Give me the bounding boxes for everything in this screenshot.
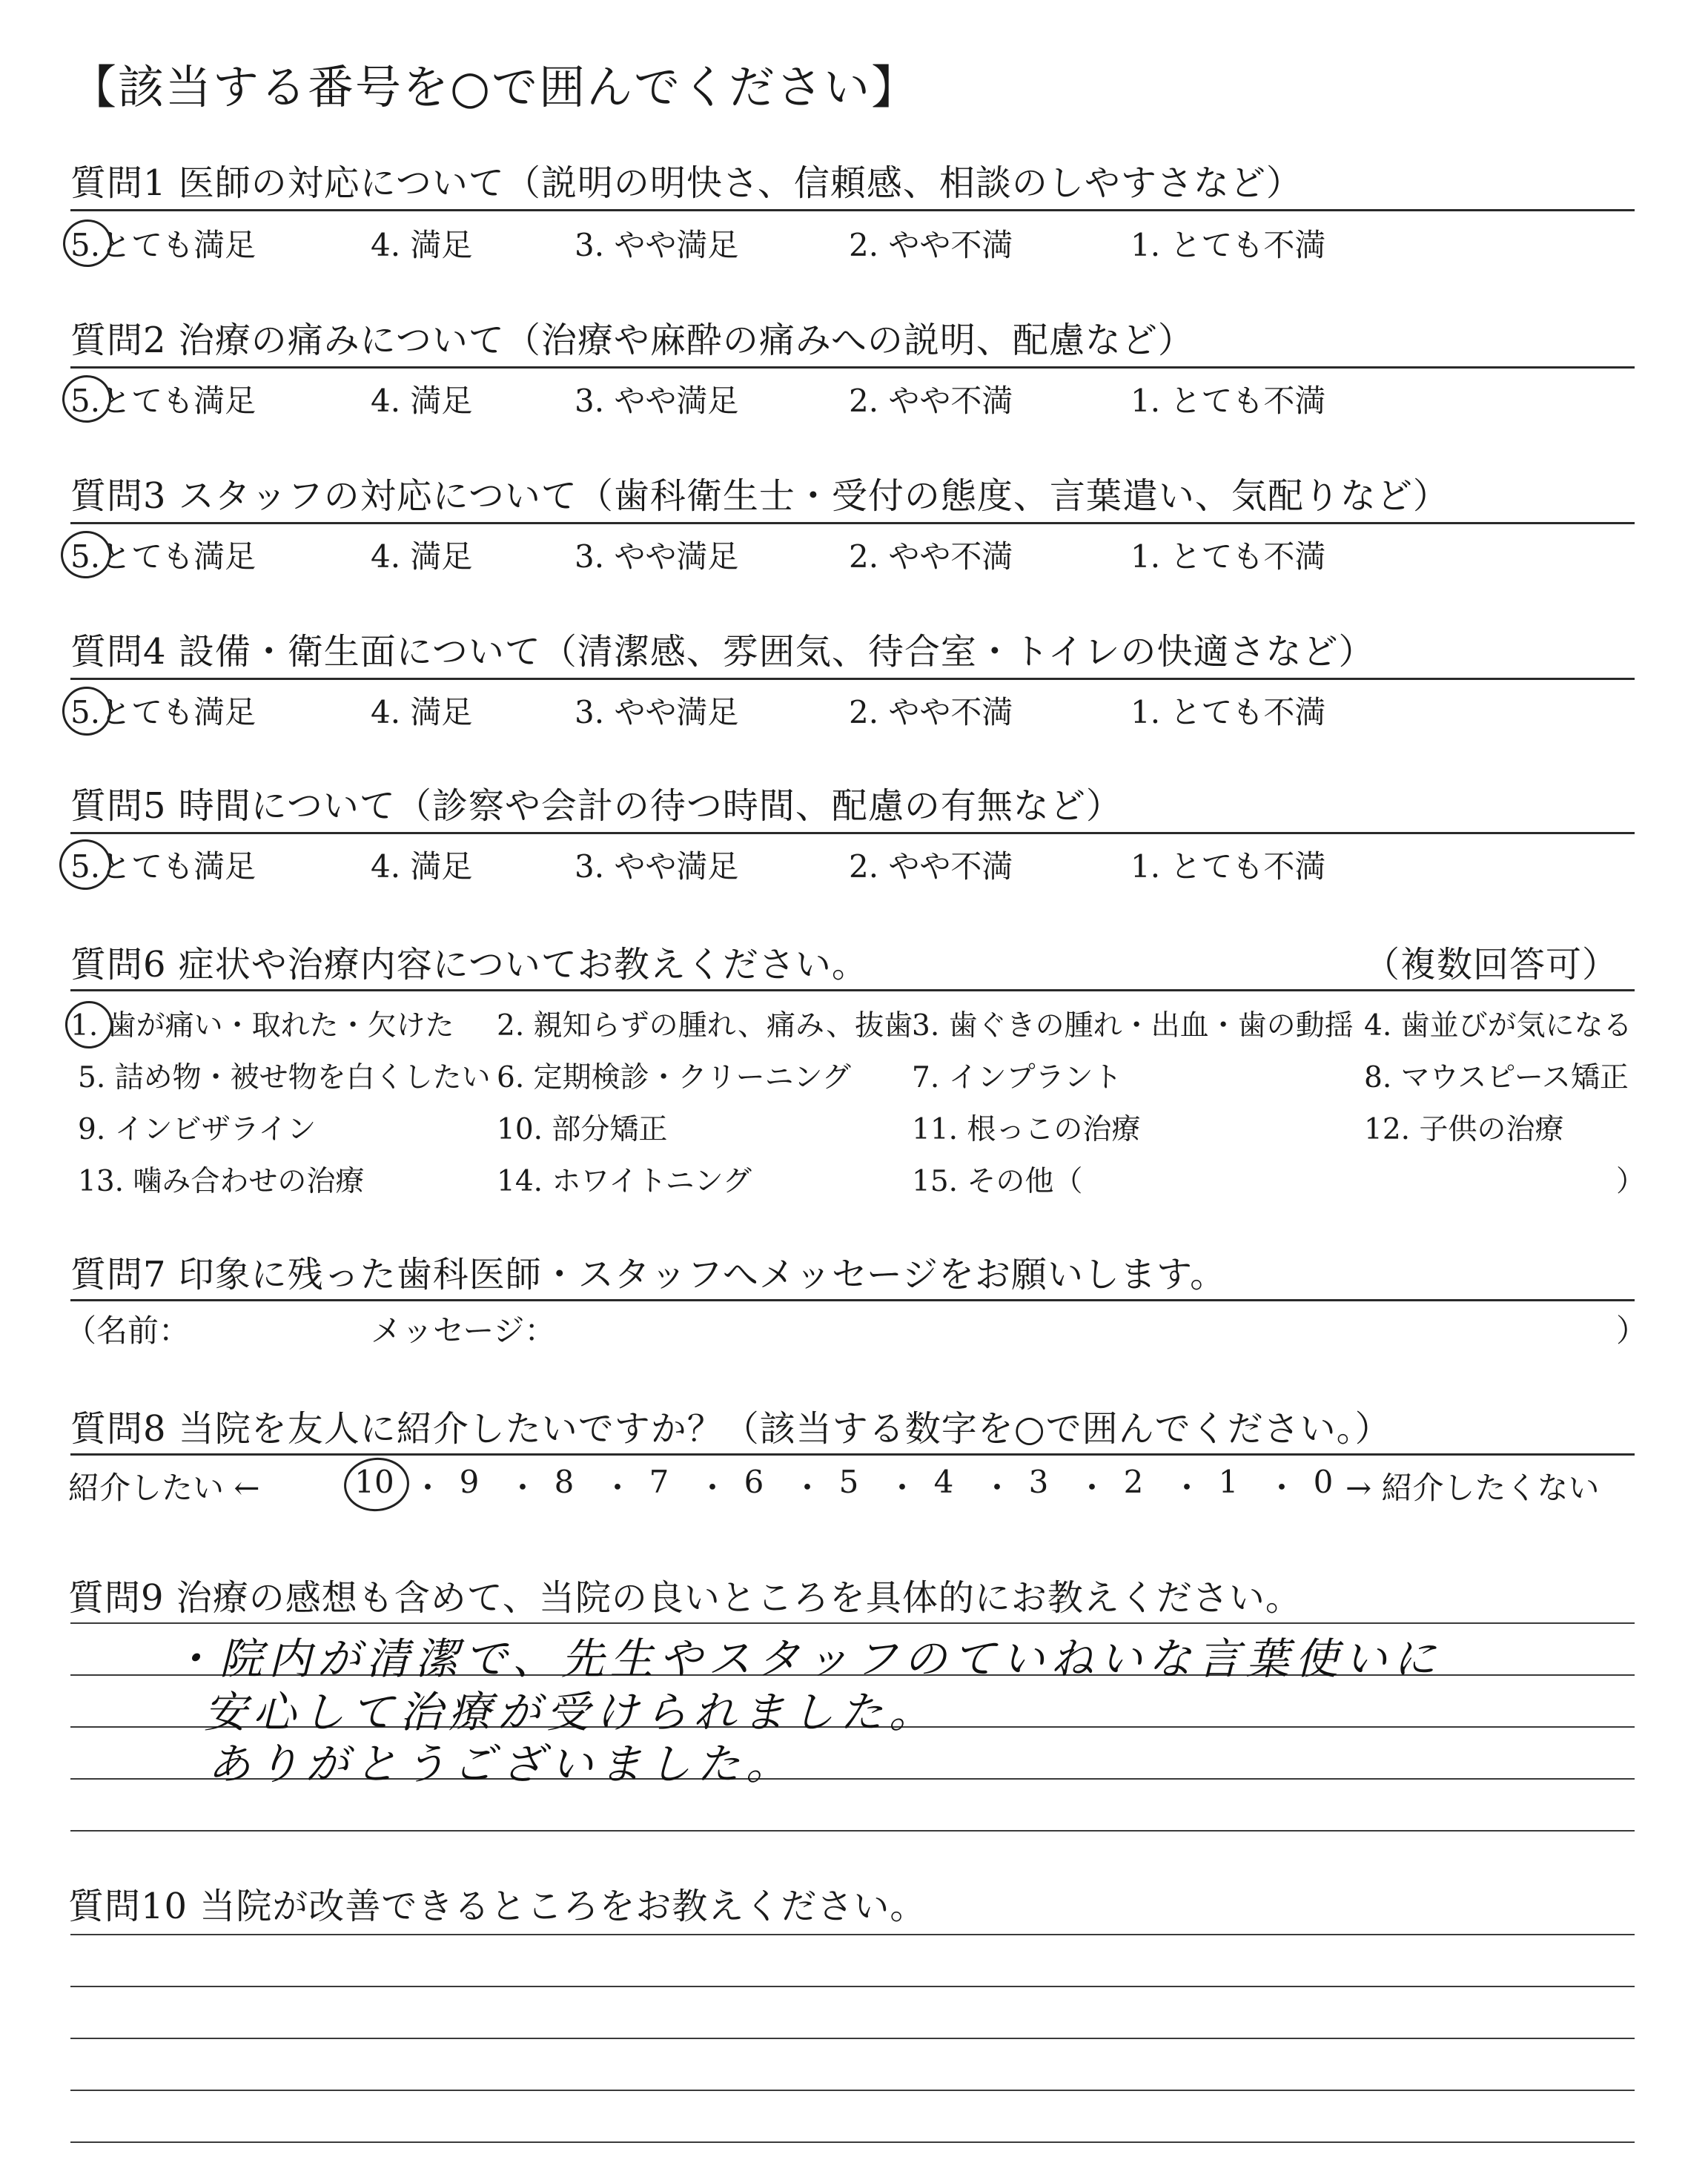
question-1-title: 質問1 医師の対応について（説明の明快さ、信頼感、相談のしやすさなど） [70,162,1302,204]
q6-option-2[interactable]: 2. 親知らずの腫れ、痛み、抜歯 [497,1009,913,1043]
q7-name-label[interactable]: （名前： [65,1312,191,1349]
q3-option-1[interactable]: 1. とても不満 [1131,538,1326,575]
q3-option-5[interactable]: 5.とても満足 [70,538,256,575]
q6-option-15[interactable]: 15. その他（ [912,1165,1083,1198]
question-5-rule [70,832,1635,834]
q8-scale-5[interactable]: 5 [838,1464,859,1500]
q6-option-3[interactable]: 3. 歯ぐきの腫れ・出血・歯の動揺 [912,1009,1354,1043]
question-5-title: 質問5 時間について（診察や会計の待つ時間、配慮の有無など） [70,785,1122,827]
q2-option-3[interactable]: 3. やや満足 [575,383,739,419]
q5-option-2[interactable]: 2. やや不満 [849,848,1013,885]
q4-option-2[interactable]: 2. やや不満 [849,694,1013,730]
question-3-rule [70,522,1635,524]
q10-line-3 [70,2038,1635,2039]
q8-scale-8[interactable]: 8 [554,1464,575,1500]
question-6-title: 質問6 症状や治療内容についてお教えください。 [70,944,868,985]
q8-scale-separator: ・ [1266,1470,1298,1506]
q6-other-close: ） [1616,1165,1646,1198]
question-6-note: （複数回答可） [1364,944,1619,985]
q8-scale-separator: ・ [1076,1470,1108,1506]
question-7-title: 質問7 印象に残った歯科医師・スタッフへメッセージをお願いします。 [70,1254,1227,1295]
q8-right-label: → 紹介したくない [1345,1470,1600,1506]
q8-scale-7[interactable]: 7 [649,1464,669,1500]
q9-line-5 [70,1830,1635,1832]
question-8-rule [70,1453,1635,1456]
question-10-title: 質問10 当院が改善できるところをお教えください。 [68,1886,927,1927]
q1-option-5[interactable]: 5.とても満足 [70,227,256,263]
question-1-rule [70,209,1635,211]
question-4-rule [70,678,1635,680]
q5-option-5[interactable]: 5.とても満足 [70,848,256,885]
q8-scale-6[interactable]: 6 [744,1464,764,1500]
q6-option-12[interactable]: 12. 子供の治療 [1364,1113,1564,1146]
q7-close: ） [1616,1312,1648,1349]
q8-scale-separator: ・ [792,1470,824,1506]
q4-option-3[interactable]: 3. やや満足 [575,694,739,730]
question-7-rule [70,1299,1635,1301]
question-3-title: 質問3 スタッフの対応について（歯科衛生士・受付の態度、言葉遣い、気配りなど） [70,475,1449,517]
q8-scale-0[interactable]: 0 [1313,1464,1334,1500]
q9-answer-line-1: ・院内が清潔で、先生やスタッフのていねいな言葉使いに [171,1634,1442,1684]
q8-scale-separator: ・ [507,1470,539,1506]
q10-line-1 [70,1934,1635,1935]
q5-option-1[interactable]: 1. とても不満 [1131,848,1326,885]
q1-option-3[interactable]: 3. やや満足 [575,227,739,263]
q1-option-1[interactable]: 1. とても不満 [1131,227,1326,263]
q9-answer-line-3: ありがとうございました。 [208,1739,795,1789]
q6-option-10[interactable]: 10. 部分矯正 [497,1113,668,1146]
q6-option-4[interactable]: 4. 歯並びが気になる [1364,1009,1632,1043]
q8-scale-2[interactable]: 2 [1123,1464,1144,1500]
q6-option-8[interactable]: 8. マウスピース矯正 [1364,1061,1629,1094]
q5-option-3[interactable]: 3. やや満足 [575,848,739,885]
q6-option-7[interactable]: 7. インプラント [912,1061,1122,1094]
q6-option-14[interactable]: 14. ホワイトニング [497,1165,752,1198]
q6-option-13[interactable]: 13. 噛み合わせの治療 [78,1165,365,1198]
page-title: 【該当する番号を○で囲んでください】 [70,60,919,114]
q5-option-4[interactable]: 4. 満足 [371,848,473,885]
q8-scale-4[interactable]: 4 [933,1464,954,1500]
q8-left-label: 紹介したい ← [68,1470,260,1506]
q10-line-5 [70,2141,1635,2143]
q3-option-3[interactable]: 3. やや満足 [575,538,739,575]
q7-message-label[interactable]: メッセージ： [371,1312,556,1349]
q2-option-1[interactable]: 1. とても不満 [1131,383,1326,419]
q8-scale-9[interactable]: 9 [459,1464,480,1500]
q8-scale-1[interactable]: 1 [1218,1464,1239,1500]
question-9-title: 質問9 治療の感想も含めて、当院の良いところを具体的にお教えください。 [68,1577,1302,1619]
q9-answer-line-2: 安心して治療が受けられました。 [204,1687,939,1737]
q2-option-2[interactable]: 2. やや不満 [849,383,1013,419]
question-6-rule [70,989,1635,991]
question-2-rule [70,366,1635,369]
q10-line-4 [70,2090,1635,2091]
q3-option-4[interactable]: 4. 満足 [371,538,473,575]
q2-option-4[interactable]: 4. 満足 [371,383,473,419]
q2-option-5[interactable]: 5.とても満足 [70,383,256,419]
question-2-title: 質問2 治療の痛みについて（治療や麻酔の痛みへの説明、配慮など） [70,320,1194,361]
q8-scale-3[interactable]: 3 [1028,1464,1049,1500]
q8-scale-separator: ・ [887,1470,918,1506]
q8-scale-separator: ・ [697,1470,729,1506]
q8-scale-separator: ・ [982,1470,1013,1506]
q8-scale-separator: ・ [412,1470,444,1506]
q6-option-5[interactable]: 5. 詰め物・被せ物を白くしたい [78,1061,491,1094]
q8-scale-separator: ・ [602,1470,634,1506]
q10-line-2 [70,1986,1635,1987]
q6-option-6[interactable]: 6. 定期検診・クリーニング [497,1061,851,1094]
q4-option-4[interactable]: 4. 満足 [371,694,473,730]
q6-option-1[interactable]: 1. 歯が痛い・取れた・欠けた [70,1009,454,1043]
q4-option-5[interactable]: 5.とても満足 [70,694,256,730]
q8-scale-separator: ・ [1171,1470,1203,1506]
q6-option-9[interactable]: 9. インビザライン [78,1113,317,1146]
q1-option-2[interactable]: 2. やや不満 [849,227,1013,263]
q6-option-11[interactable]: 11. 根っこの治療 [912,1113,1141,1146]
question-8-title: 質問8 当院を友人に紹介したいですか？（該当する数字を○で囲んでください。） [70,1408,1391,1450]
question-4-title: 質問4 設備・衛生面について（清潔感、雰囲気、待合室・トイレの快適さなど） [70,631,1375,673]
q1-option-4[interactable]: 4. 満足 [371,227,473,263]
q8-scale-10[interactable]: 10 [354,1464,394,1500]
q3-option-2[interactable]: 2. やや不満 [849,538,1013,575]
q4-option-1[interactable]: 1. とても不満 [1131,694,1326,730]
